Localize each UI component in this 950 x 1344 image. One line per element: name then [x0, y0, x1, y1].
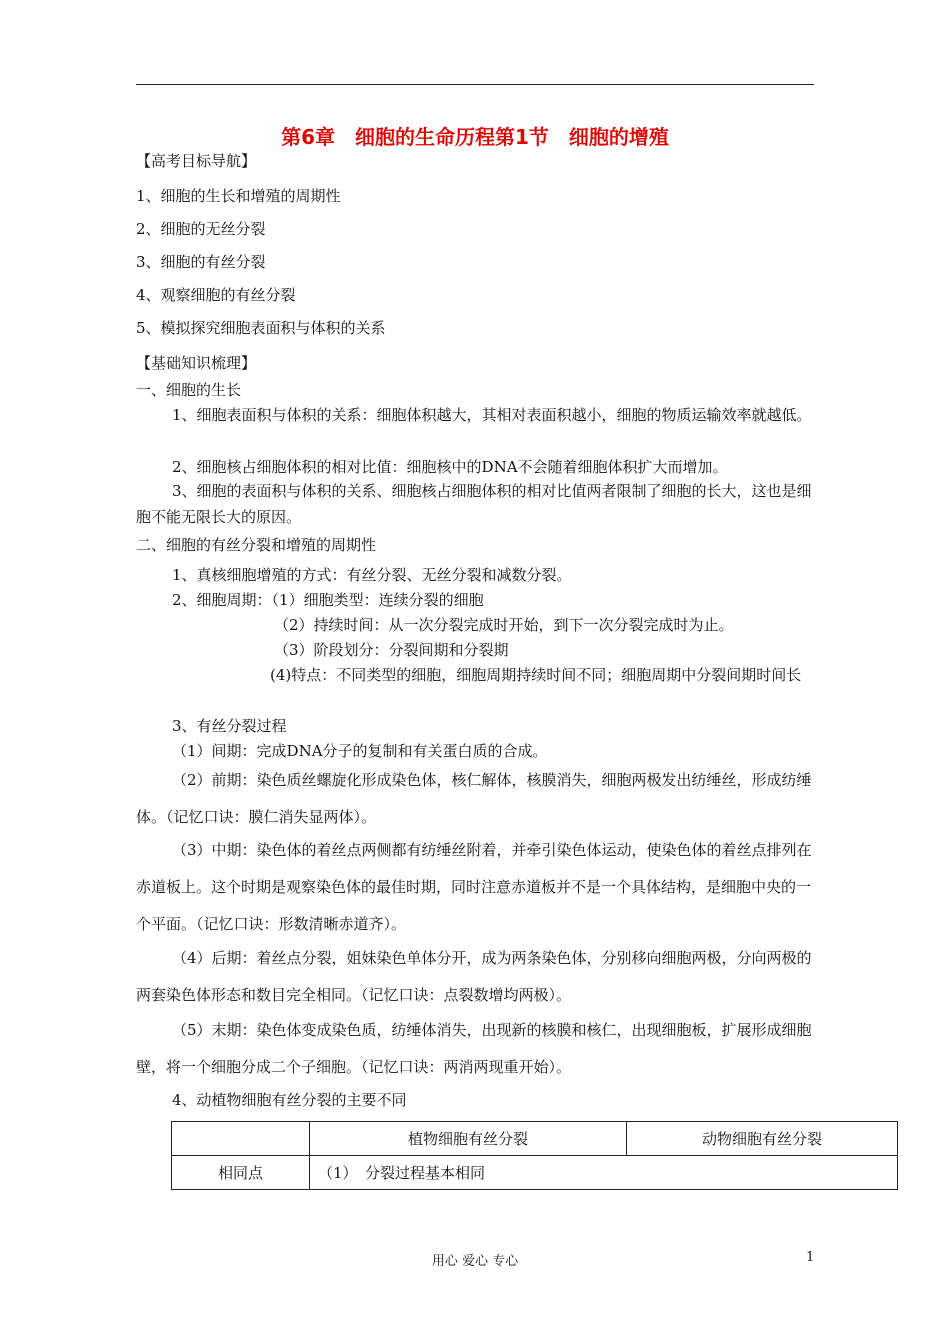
table-cell: （1） 分裂过程基本相同 [310, 1156, 898, 1190]
mitosis-stage: （3）中期：染色体的着丝点两侧都有纺缍丝附着，并牵引染色体运动，使染色体的着丝点排列在赤道板上。这个时期是观察染色体的最佳时期，同时注意赤道板并不是一个具体结构，是细胞中央的一个平面。（记忆口诀：形数清晰赤道齐）。 [136, 841, 812, 933]
table-row-label: 相同点 [172, 1156, 310, 1190]
goal-item: 4、观察细胞的有丝分裂 [136, 286, 296, 304]
table-header-cell: 植物细胞有丝分裂 [310, 1122, 627, 1156]
mitosis-stage: （5）末期：染色体变成染色质，纺缍体消失，出现新的核膜和核仁，出现细胞板，扩展形成细胞壁，将一个细胞分成二个子细胞。（记忆口诀：两消两现重开始）。 [136, 1021, 812, 1076]
comparison-table [171, 1121, 898, 1190]
section-heading: 一、细胞的生长 [136, 381, 242, 399]
page-title: 第6章 细胞的生命历程第1节 细胞的增殖 [281, 125, 669, 149]
page-footer: 用心 爱心 专心 [431, 1254, 519, 1269]
table-header-cell [172, 1122, 310, 1156]
goal-item: 3、细胞的有丝分裂 [136, 253, 266, 271]
goal-item: 5、模拟探究细胞表面积与体积的关系 [136, 319, 386, 337]
paragraph: 2、细胞核占细胞体积的相对比值：细胞核中的DNA不会随着细胞体积扩大而增加。 [172, 458, 728, 476]
basics-header: 【基础知识梳理】 [136, 354, 257, 372]
cycle-line: （3）阶段划分：分裂间期和分裂期 [274, 641, 509, 659]
paragraph: 1、真核细胞增殖的方式：有丝分裂、无丝分裂和减数分裂。 [172, 566, 572, 584]
section-heading: 二、细胞的有丝分裂和增殖的周期性 [136, 536, 377, 554]
mitosis-stage: （4）后期：着丝点分裂，姐妹染色单体分开，成为两条染色体，分别移向细胞两极，分向两极的两套染色体形态和数目完全相同。（记忆口诀：点裂数增均两极）。 [136, 949, 812, 1004]
subheading: 4、动植物细胞有丝分裂的主要不同 [172, 1091, 407, 1109]
mitosis-stage: （2）前期：染色质丝螺旋化形成染色体，核仁解体，核膜消失，细胞两极发出纺缍丝，形成纺缍体。（记忆口诀：膜仁消失显两体）。 [136, 771, 812, 826]
paragraph: 3、细胞的表面积与体积的关系、细胞核占细胞体积的相对比值两者限制了细胞的长大，这也是细胞不能无限长大的原因。 [136, 482, 812, 526]
subheading: 3、有丝分裂过程 [172, 717, 287, 735]
header-rule [136, 84, 814, 85]
cycle-line: （2）持续时间：从一次分裂完成时开始，到下一次分裂完成时为止。 [274, 616, 734, 634]
table-row [172, 1156, 898, 1190]
goals-header: 【高考目标导航】 [136, 152, 257, 170]
cycle-line: 2、细胞周期：（1）细胞类型：连续分裂的细胞 [172, 591, 484, 609]
page-number: 1 [806, 1250, 815, 1265]
paragraph: 1、细胞表面积与体积的关系：细胞体积越大，其相对表面积越小，细胞的物质运输效率就越低。 [172, 406, 812, 424]
goal-item: 1、细胞的生长和增殖的周期性 [136, 187, 341, 205]
table-header-row [172, 1122, 898, 1156]
cycle-line: (4)特点：不同类型的细胞，细胞周期持续时间不同；细胞周期中分裂间期时间长 [270, 666, 802, 684]
goal-item: 2、细胞的无丝分裂 [136, 220, 266, 238]
table-header-cell: 动物细胞有丝分裂 [627, 1122, 898, 1156]
mitosis-stage: （1）间期：完成DNA分子的复制和有关蛋白质的合成。 [172, 742, 548, 760]
